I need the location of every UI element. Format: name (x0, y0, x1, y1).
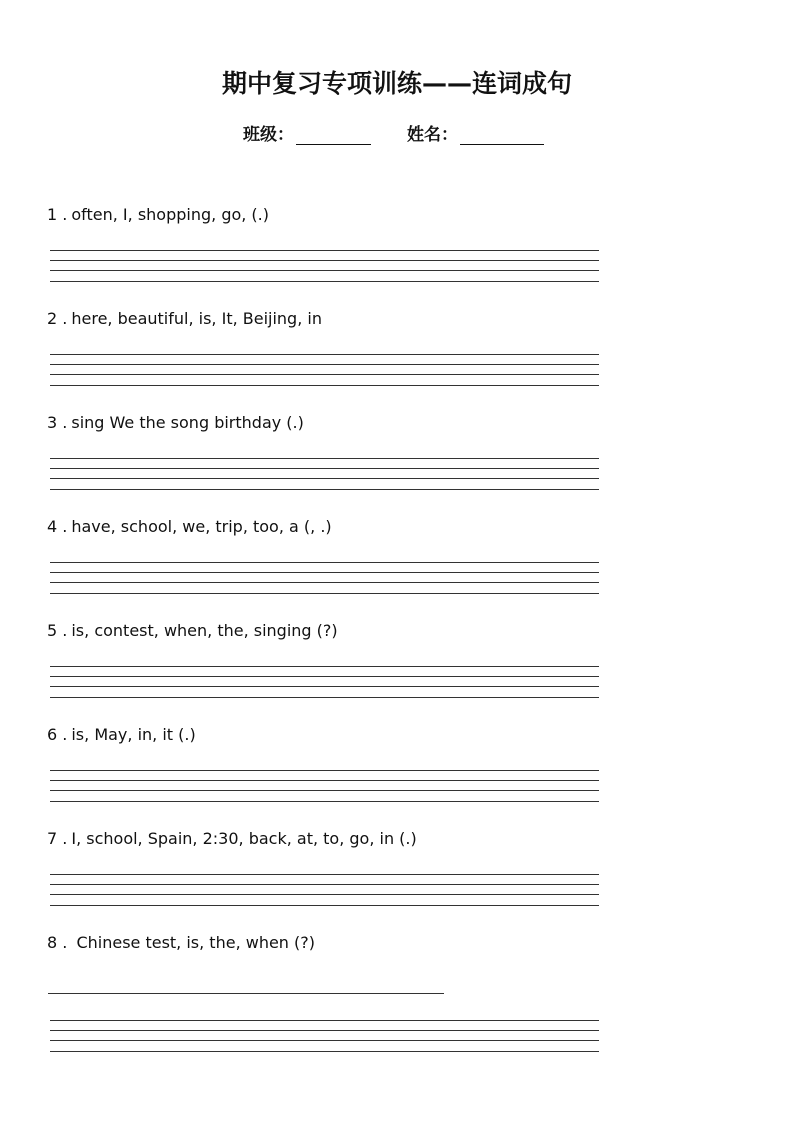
question-text: Chinese test, is, the, when (?) (71, 933, 316, 952)
class-label: 班级： (243, 125, 294, 145)
class-blank[interactable] (296, 126, 371, 145)
question-text: here, beautiful, is, It, Beijing, in (71, 309, 322, 328)
question-text: is, May, in, it (.) (71, 725, 196, 744)
answer-underline-8[interactable] (48, 993, 444, 994)
question-text: I, school, Spain, 2:30, back, at, to, go, in (.) (71, 829, 417, 848)
question-3 (47, 413, 304, 432)
question-5 (47, 621, 338, 640)
question-number: 5 . (47, 621, 68, 640)
question-text: have, school, we, trip, too, a (, .) (71, 517, 332, 536)
question-number: 7 . (47, 829, 68, 848)
question-text: often, I, shopping, go, (.) (71, 205, 269, 224)
student-info (243, 120, 544, 145)
question-8 (47, 933, 315, 952)
question-number: 2 . (47, 309, 68, 328)
name-blank[interactable] (460, 126, 544, 145)
name-label: 姓名： (407, 125, 458, 145)
question-2 (47, 309, 322, 328)
question-6 (47, 725, 196, 744)
question-text: is, contest, when, the, singing (?) (71, 621, 338, 640)
page-title: 期中复习专项训练——连词成句 (221, 69, 572, 98)
question-number: 6 . (47, 725, 68, 744)
question-4 (47, 517, 332, 536)
question-1 (47, 205, 269, 224)
question-7 (47, 829, 417, 848)
question-number: 1 . (47, 205, 68, 224)
question-number: 8 . (47, 933, 68, 952)
question-text: sing We the song birthday (.) (71, 413, 304, 432)
question-number: 4 . (47, 517, 68, 536)
question-number: 3 . (47, 413, 68, 432)
